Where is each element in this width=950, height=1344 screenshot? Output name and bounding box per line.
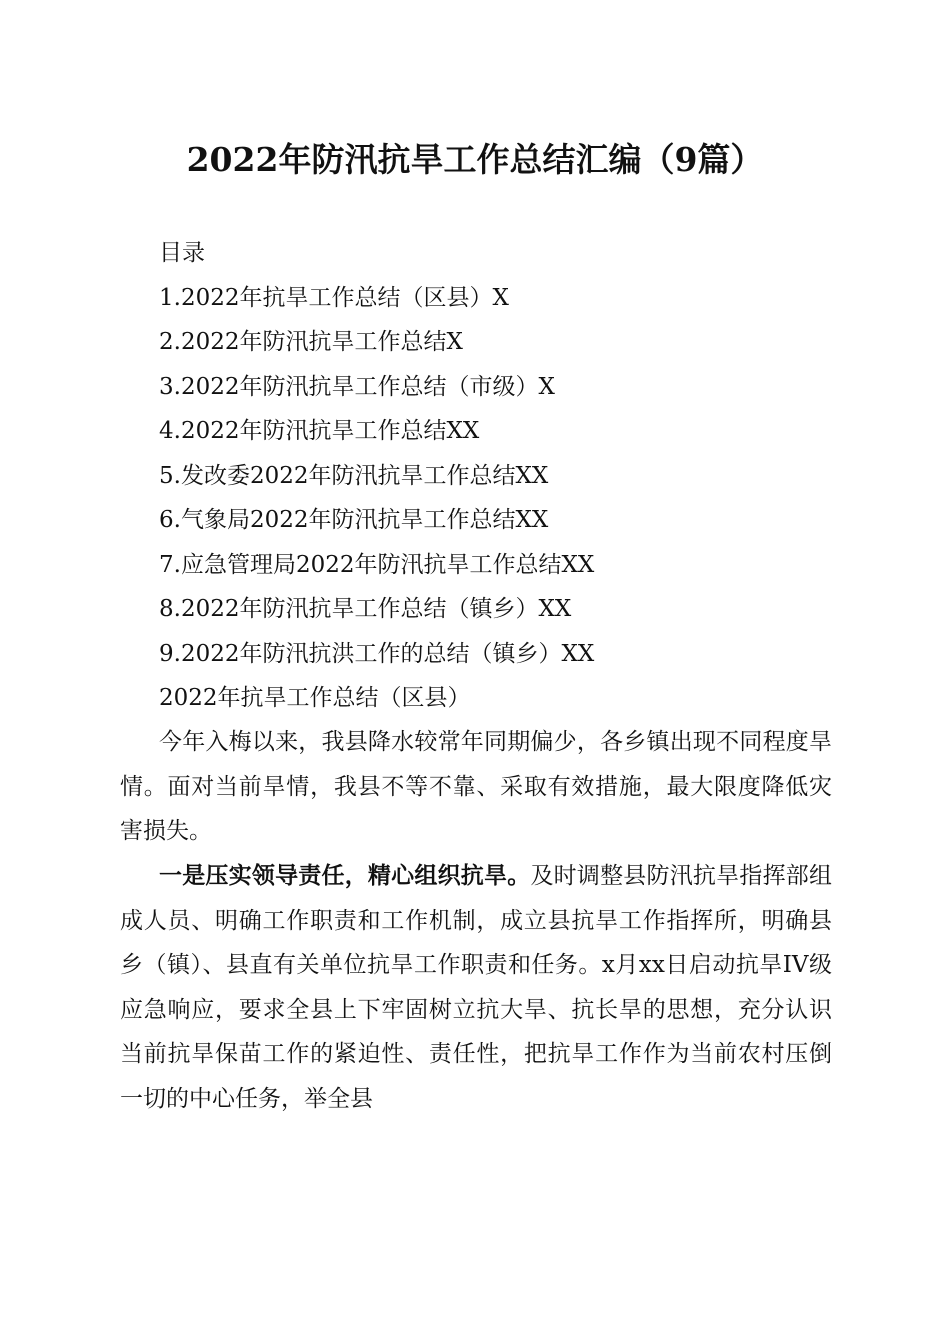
toc-item-7: 7.应急管理局2022年防汛抗旱工作总结XX — [159, 552, 595, 578]
toc-item-3: 3.2022年防汛抗旱工作总结（市级）X — [159, 374, 555, 400]
section-title: 2022年抗旱工作总结（区县） — [159, 685, 471, 711]
paragraph-body: 及时调整县防汛抗旱指挥部组成人员、明确工作职责和工作机制，成立县抗旱工作指挥所，明确县乡（镇）、县直有关单位抗旱工作职责和任务。x月xx日启动抗旱IV级应急响应，要求全县上下牢固树立抗大旱、抗长旱的思想，充分认识当前抗旱保苗工作的紧迫性、责任性，把抗旱工作作为当前农村压倒一切的中心任务，举全县 — [120, 863, 833, 1112]
toc-item-1: 1.2022年抗旱工作总结（区县）X — [159, 285, 509, 311]
toc-item-4: 4.2022年防汛抗旱工作总结XX — [159, 418, 480, 444]
toc-item-5: 5.发改委2022年防汛抗旱工作总结XX — [159, 463, 549, 489]
paragraph-lead-bold: 一是压实领导责任，精心组织抗旱。 — [159, 862, 531, 889]
toc-item-6: 6.气象局2022年防汛抗旱工作总结XX — [159, 507, 549, 533]
paragraph-intro: 今年入梅以来，我县降水较常年同期偏少，各乡镇出现不同程度旱情。面对当前旱情，我县不等不靠、采取有效措施，最大限度降低灾害损失。 — [120, 729, 832, 845]
paragraph-leadership — [120, 854, 832, 1122]
document-title: 2022年防汛抗旱工作总结汇编（9篇） — [186, 140, 764, 179]
toc-item-8: 8.2022年防汛抗旱工作总结（镇乡）XX — [159, 596, 572, 622]
toc-item-9: 9.2022年防汛抗洪工作的总结（镇乡）XX — [159, 641, 595, 667]
toc-item-2: 2.2022年防汛抗旱工作总结X — [159, 329, 463, 355]
toc-heading: 目录 — [159, 240, 205, 266]
